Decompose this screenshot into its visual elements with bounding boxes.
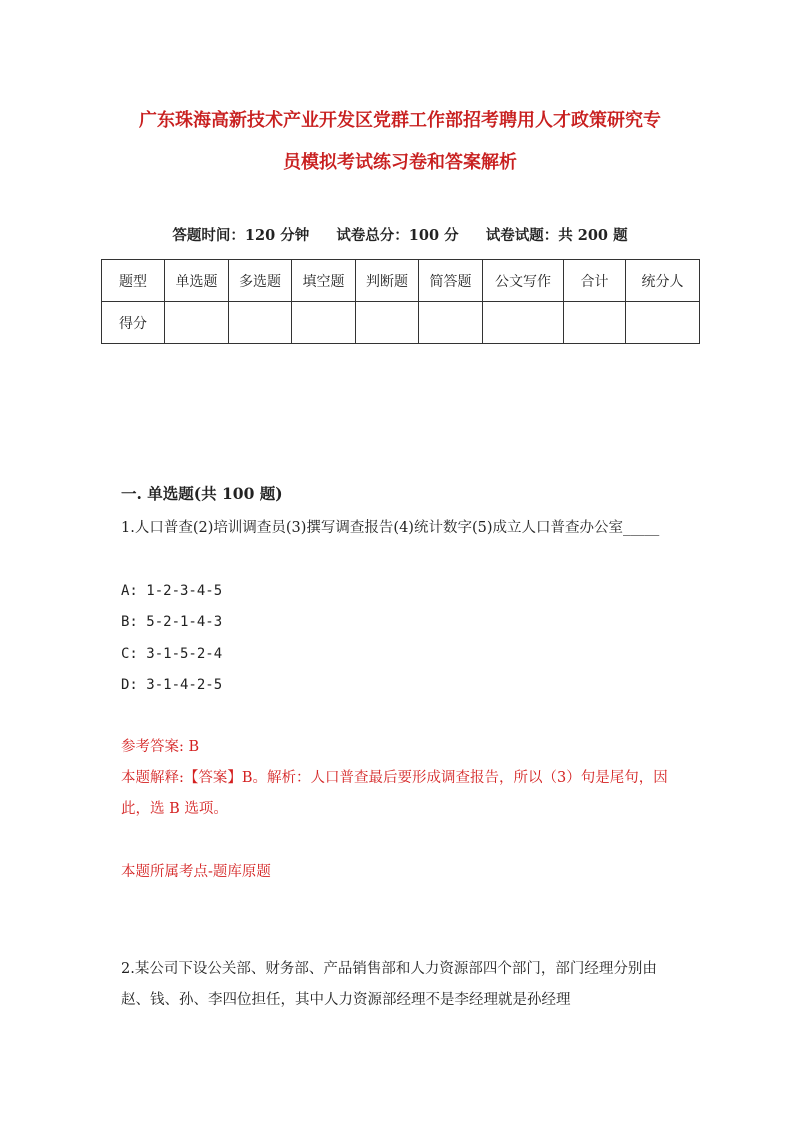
header-cell-official-writing: 公文写作: [483, 260, 564, 302]
question-1-answer: 参考答案: B: [121, 739, 200, 755]
header-cell-multiple-choice: 多选题: [229, 260, 292, 302]
header-cell-single-choice: 单选题: [165, 260, 229, 302]
score-cell: [626, 302, 700, 344]
score-cell: [356, 302, 419, 344]
score-cell: [229, 302, 292, 344]
question-1-option-a: A: 1-2-3-4-5: [121, 583, 223, 599]
question-1-option-d: D: 3-1-4-2-5: [121, 677, 223, 693]
document-title-line-2: 员模拟考试练习卷和答案解析: [283, 152, 517, 173]
header-cell-type: 题型: [102, 260, 165, 302]
question-1-option-b: B: 5-2-1-4-3: [121, 614, 223, 630]
score-cell: [165, 302, 229, 344]
exam-info: [0, 224, 800, 245]
header-cell-true-false: 判断题: [356, 260, 419, 302]
score-row-label: 得分: [102, 302, 165, 344]
exam-time: 答题时间：120 分钟: [172, 227, 310, 244]
header-cell-scorer: 统分人: [626, 260, 700, 302]
question-1-option-c: C: 3-1-5-2-4: [121, 646, 223, 662]
score-table-header-row: [102, 260, 700, 302]
score-cell: [564, 302, 626, 344]
score-cell: [419, 302, 483, 344]
exam-total-score: 试卷总分：100 分: [336, 227, 459, 244]
section-title-single-choice: 一. 单选题(共 100 题): [121, 484, 283, 503]
score-table: [101, 259, 700, 344]
header-cell-short-answer: 简答题: [419, 260, 483, 302]
document-title-line-1: 广东珠海高新技术产业开发区党群工作部招考聘用人才政策研究专: [139, 110, 661, 131]
score-cell: [292, 302, 356, 344]
score-cell: [483, 302, 564, 344]
header-cell-total: 合计: [564, 260, 626, 302]
question-1-stem: 1.人口普查(2)培训调查员(3)撰写调查报告(4)统计数字(5)成立人口普查办公室_____: [121, 520, 660, 536]
question-1-source: 本题所属考点-题库原题: [121, 864, 271, 880]
question-2-stem: 2.某公司下设公关部、财务部、产品销售部和人力资源部四个部门，部门经理分别由赵、钱、孙、李四位担任，其中人力资源部经理不是李经理就是孙经理: [121, 961, 657, 1008]
header-cell-fill-blank: 填空题: [292, 260, 356, 302]
score-table-score-row: [102, 302, 700, 344]
exam-question-count: 试卷试题：共 200 题: [485, 227, 628, 244]
question-1-explanation: 本题解释:【答案】B。解析：人口普查最后要形成调查报告，所以（3）句是尾句，因此，选 B 选项。: [121, 770, 668, 817]
